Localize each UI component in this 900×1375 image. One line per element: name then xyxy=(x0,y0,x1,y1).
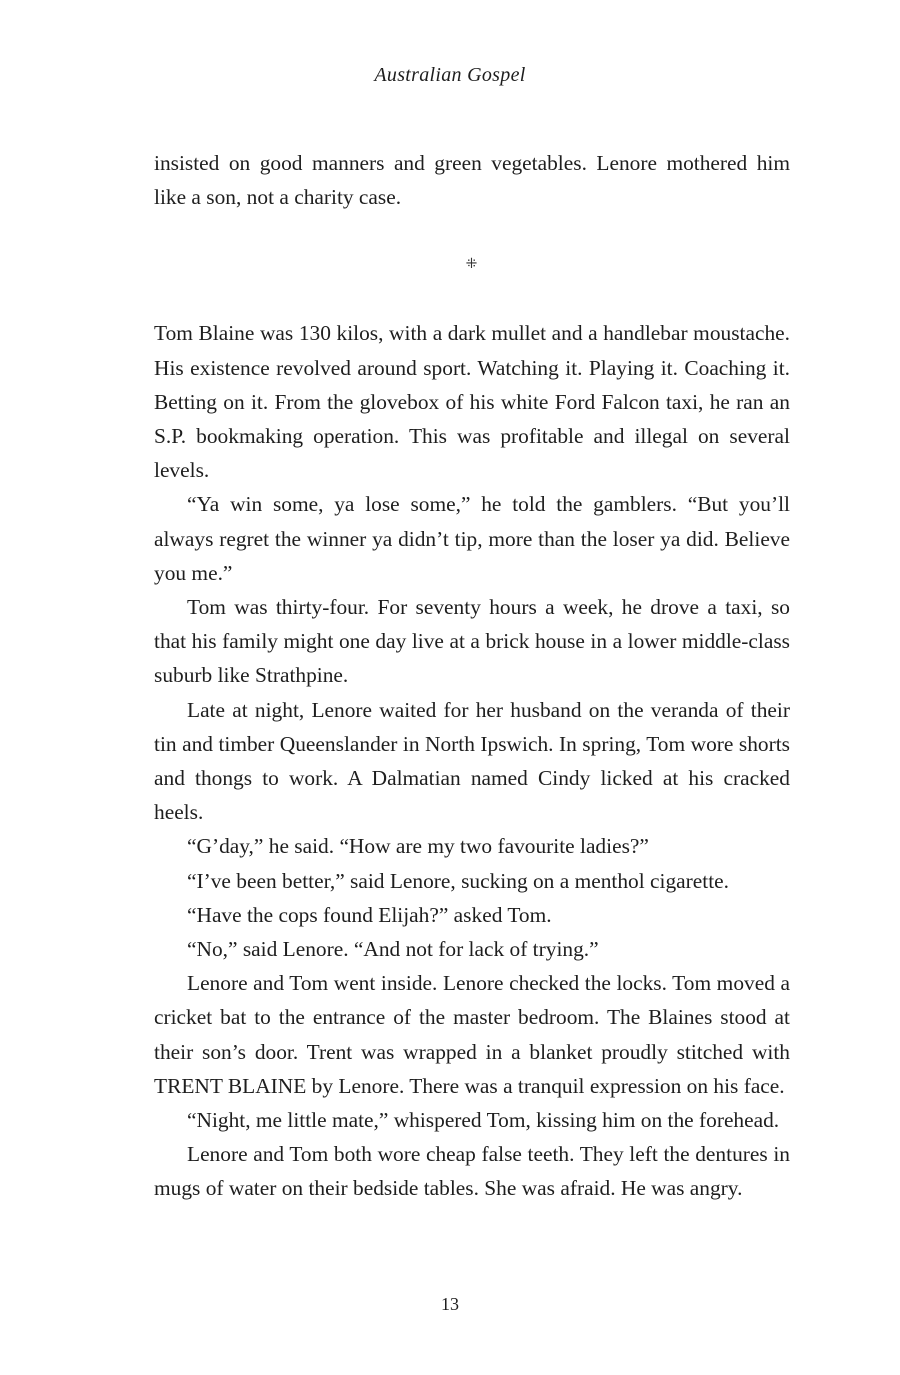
paragraph: “G’day,” he said. “How are my two favourite ladies?” xyxy=(187,834,649,859)
paragraph: Tom Blaine was 130 kilos, with a dark mullet and a handlebar moustache. His existence revolved around sport. Watching it. Playing it. Coaching it. Betting on it. From the glovebox of his white Ford Falcon taxi, he ran an S.P. bookmaking operation. This was profitable and illegal on several levels. xyxy=(154,321,790,483)
paragraph: Late at night, Lenore waited for her husband on the veranda of their tin and timber Queenslander in North Ipswich. In spring, Tom wore shorts and thongs to work. A Dalmatian named Cindy licked at his cracked heels. xyxy=(154,697,790,825)
paragraph: Lenore and Tom both wore cheap false teeth. They left the dentures in mugs of water on their bedside tables. She was afraid. He was angry. xyxy=(154,1142,790,1201)
paragraph: “Night, me little mate,” whispered Tom, kissing him on the forehead. xyxy=(187,1108,780,1133)
paragraph: “Have the cops found Elijah?” asked Tom. xyxy=(187,902,552,927)
paragraph: “Ya win some, ya lose some,” he told the gamblers. “But you’ll always regret the winner ya didn’t tip, more than the loser ya did. Believe you me.” xyxy=(154,492,790,585)
section-break-ornament: ⁜ xyxy=(465,257,479,273)
running-head-title: Australian Gospel xyxy=(374,64,526,86)
paragraph: Tom was thirty-four. For seventy hours a week, he drove a taxi, so that his family might one day live at a brick house in a lower middle-class suburb like Strathpine. xyxy=(154,595,790,688)
body-text xyxy=(154,146,790,1206)
paragraph: “No,” said Lenore. “And not for lack of trying.” xyxy=(187,937,599,962)
paragraph-continuation: insisted on good manners and green vegetables. Lenore mothered him like a son, not a charity case. xyxy=(154,151,790,210)
paragraph: Lenore and Tom went inside. Lenore checked the locks. Tom moved a cricket bat to the entrance of the master bedroom. The Blaines stood at their son’s door. Trent was wrapped in a blanket proudly stitched with TRENT BLAINE by Lenore. There was a tranquil expression on his face. xyxy=(154,971,790,1098)
paragraph: “I’ve been better,” said Lenore, sucking on a menthol cigarette. xyxy=(187,868,729,893)
page-number: 13 xyxy=(441,1294,459,1314)
